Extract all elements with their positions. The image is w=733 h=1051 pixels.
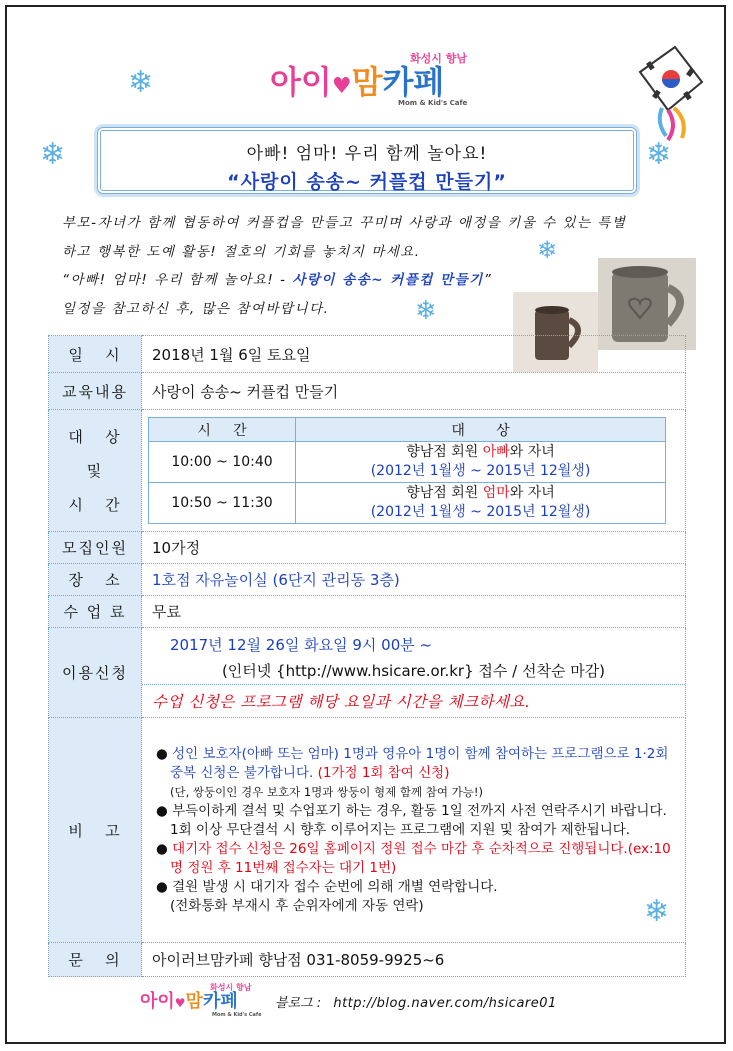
footer-logo-text-2: 맘 bbox=[185, 991, 203, 1012]
logo-english: Mom & Kid's Cafe bbox=[398, 99, 468, 107]
logo-region: 화성시 향남 bbox=[410, 52, 467, 65]
row-content bbox=[49, 373, 686, 410]
info-table bbox=[48, 335, 686, 977]
heart-icon: ♥ bbox=[174, 996, 186, 1010]
who-highlight: 엄마 bbox=[482, 485, 510, 501]
footer-logo bbox=[140, 983, 262, 1018]
title-box bbox=[97, 127, 637, 194]
schedule-who bbox=[296, 442, 666, 483]
snowflake-icon: ❄ bbox=[537, 236, 558, 264]
remark-1-small: (단, 쌍둥이인 경우 보호자 1명과 쌍둥이 형제 함께 참여 가능!) bbox=[170, 784, 483, 799]
row-target bbox=[49, 410, 686, 532]
row-contact bbox=[49, 943, 686, 977]
label-date: 일 시 bbox=[49, 336, 142, 373]
row-capacity bbox=[49, 532, 686, 564]
logo-text-2: 맘 bbox=[351, 63, 383, 101]
snowflake-icon: ❄ bbox=[415, 296, 437, 326]
label-target-line1: 대 상 bbox=[68, 427, 122, 446]
schedule-time: 10:00 ~ 10:40 bbox=[149, 442, 296, 483]
label-fee: 수 업 료 bbox=[49, 596, 142, 628]
label-target bbox=[49, 410, 142, 532]
value-content: 사랑이 송송~ 커플컵 만들기 bbox=[142, 373, 686, 410]
who-suffix: 와 자녀 bbox=[509, 485, 555, 501]
intro-line4: 일정을 참고하신 후, 많은 참여바랍니다. bbox=[62, 301, 330, 317]
col-time: 시 간 bbox=[149, 418, 296, 442]
who-range: (2012년 1월생 ~ 2015년 12월생) bbox=[370, 504, 591, 520]
schedule-row bbox=[149, 442, 666, 483]
value-fee: 무료 bbox=[142, 596, 686, 628]
label-content: 교육내용 bbox=[49, 373, 142, 410]
bullet-icon: ● bbox=[156, 840, 168, 857]
intro-line3-bold: 사랑이 송송~ 커플컵 만들기 bbox=[292, 272, 484, 288]
row-fee bbox=[49, 596, 686, 628]
label-remarks: 비 고 bbox=[49, 718, 142, 943]
remark-item bbox=[156, 802, 675, 840]
value-contact: 아이러브맘카페 향남점 031-8059-9925~6 bbox=[142, 943, 686, 977]
who-range: (2012년 1월생 ~ 2015년 12월생) bbox=[370, 463, 591, 479]
label-target-line3: 시 간 bbox=[68, 495, 122, 514]
schedule-who bbox=[296, 483, 666, 524]
who-prefix: 향남점 회원 bbox=[406, 485, 483, 501]
label-place: 장 소 bbox=[49, 564, 142, 596]
intro-line1: 부모-자녀가 함께 협동하여 커플컵을 만들고 꾸미며 사랑과 애정을 키울 수 있는 특별 bbox=[62, 215, 627, 231]
value-date: 2018년 1월 6일 토요일 bbox=[142, 336, 686, 373]
who-prefix: 향남점 회원 bbox=[406, 444, 483, 460]
remark-1-note: (1가정 1회 참여 신청) bbox=[313, 764, 450, 781]
heart-icon: ♥ bbox=[331, 74, 352, 99]
remark-4-text: 결원 발생 시 대기자 접수 순번에 의해 개별 연락합니다. bbox=[172, 878, 498, 895]
snowflake-icon: ❄ bbox=[646, 137, 672, 172]
schedule-time: 10:50 ~ 11:30 bbox=[149, 483, 296, 524]
logo-text-1: 아이 bbox=[270, 63, 332, 101]
intro-line3-prefix: “아빠! 엄마! 우리 함께 놀아요! - bbox=[62, 272, 293, 288]
bullet-icon: ● bbox=[156, 745, 168, 762]
bullet-icon: ● bbox=[156, 802, 168, 819]
snowflake-icon: ❄ bbox=[40, 137, 66, 172]
remark-3-text: 대기자 접수 신청은 26일 홈페이지 정원 접수 마감 후 순차적으로 진행됩니다.(ex:10명 정원 후 11번째 접수자는 대기 1번) bbox=[170, 840, 671, 876]
apply-date: 2017년 12월 26일 화요일 9시 00분 ~ bbox=[170, 636, 433, 654]
who-suffix: 와 자녀 bbox=[509, 444, 555, 460]
schedule-table bbox=[148, 417, 666, 524]
footer-logo-text-1: 아이 bbox=[140, 991, 175, 1012]
bullet-icon: ● bbox=[156, 878, 168, 895]
label-capacity: 모집인원 bbox=[49, 532, 142, 564]
logo-text-3: 카페 bbox=[382, 63, 445, 101]
col-target: 대 상 bbox=[296, 418, 666, 442]
value-apply bbox=[142, 628, 686, 718]
blog-link[interactable] bbox=[275, 992, 557, 1011]
title-line1: 아빠! 엄마! 우리 함께 놀아요! bbox=[246, 144, 488, 164]
intro-line2: 하고 행복한 도예 활동! 절호의 기회를 놓치지 마세요. bbox=[62, 244, 421, 260]
remark-1-text: 성인 보호자(아빠 또는 엄마) 1명과 영유아 1명이 함께 참여하는 프로그램으로 1·2회 중복 신청은 불가합니다. bbox=[170, 745, 669, 781]
value-place: 1호점 자유놀이실 (6단지 관리동 3층) bbox=[142, 564, 686, 596]
remark-item bbox=[156, 840, 675, 878]
row-remarks bbox=[49, 718, 686, 943]
snowflake-icon: ❄ bbox=[128, 65, 154, 100]
blog-label: 블로그 : bbox=[275, 996, 322, 1011]
label-apply: 이용신청 bbox=[49, 628, 142, 718]
schedule-row bbox=[149, 483, 666, 524]
label-target-line2: 및 bbox=[86, 461, 104, 480]
remark-item bbox=[156, 745, 675, 783]
apply-method: (인터넷 {http://www.hsicare.or.kr} 접수 / 선착순 마감) bbox=[221, 662, 606, 680]
blog-url[interactable]: http://blog.naver.com/hsicare01 bbox=[333, 996, 557, 1011]
schedule-header bbox=[149, 418, 666, 442]
intro-line3-suffix: ” bbox=[483, 272, 493, 288]
remark-item bbox=[156, 878, 675, 897]
row-date bbox=[49, 336, 686, 373]
value-target bbox=[142, 410, 686, 532]
title-line2: “사랑이 송송~ 커플컵 만들기” bbox=[227, 171, 507, 193]
remark-2-text: 부득이하게 결석 및 수업포기 하는 경우, 활동 1일 전까지 사전 연락주시기 바랍니다. 1회 이상 무단결석 시 향후 이루어지는 프로그램에 지원 및 참여가 제한됩니다. bbox=[170, 802, 667, 838]
remark-4-small: (전화통화 부재시 후 순위자에게 자동 연락) bbox=[170, 897, 424, 914]
header-logo bbox=[270, 50, 468, 111]
footer-logo-text-3: 카페 bbox=[202, 991, 238, 1012]
kite-illustration bbox=[630, 42, 710, 142]
value-remarks bbox=[142, 718, 686, 943]
footer-logo-region: 화성시 향남 bbox=[210, 983, 252, 992]
snowflake-icon: ❄ bbox=[644, 894, 670, 929]
row-apply bbox=[49, 628, 686, 718]
who-highlight: 아빠 bbox=[482, 444, 510, 460]
row-place bbox=[49, 564, 686, 596]
footer-logo-english: Mom & Kid's Cafe bbox=[212, 1012, 262, 1018]
apply-warning: 수업 신청은 프로그램 해당 요일과 시간을 체크하세요. bbox=[142, 684, 685, 717]
value-capacity: 10가정 bbox=[142, 532, 686, 564]
intro-line3 bbox=[62, 268, 492, 288]
label-contact: 문 의 bbox=[49, 943, 142, 977]
